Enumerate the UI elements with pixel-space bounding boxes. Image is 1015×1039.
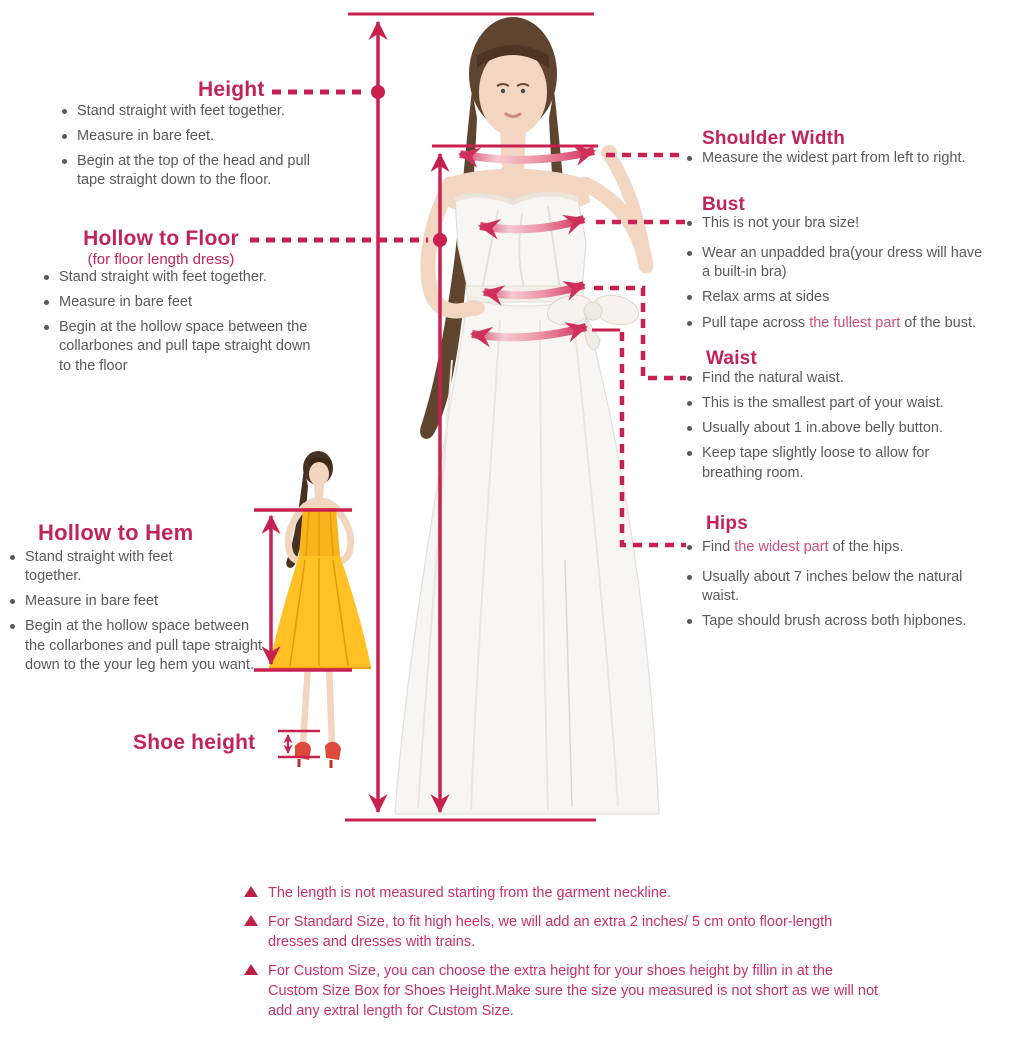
list-item: Measure in bare feet (10, 592, 272, 611)
highlight-text: the fullest part (809, 314, 901, 331)
list-item: Stand straight with feet together. (10, 548, 215, 586)
shoe-height-title: Shoe height (133, 731, 256, 754)
bullet-dot (10, 624, 15, 629)
bullet-dot (44, 325, 49, 330)
bullet-dot (687, 221, 692, 226)
bullet-dot (687, 619, 692, 624)
list-item: Measure in bare feet. (62, 127, 344, 146)
hips-bullets (687, 538, 1009, 638)
list-item: Measure the widest part from left to right. (687, 149, 1009, 168)
hips-title: Hips (706, 513, 748, 534)
list-item: Begin at the hollow space between the collarbones and pull tape straight down to the your leg hem you want. (10, 617, 266, 674)
bullet-dot (687, 156, 692, 161)
list-item: Find the natural waist. (687, 369, 1009, 388)
warning-triangle-icon (244, 915, 258, 926)
shoulder-width-bullets (687, 149, 1009, 174)
bullet-dot (44, 300, 49, 305)
bullet-dot (687, 376, 692, 381)
waist-title: Waist (706, 348, 757, 369)
list-item: This is not your bra size! (687, 214, 1009, 233)
hollow-to-hem-title: Hollow to Hem (38, 520, 194, 545)
shoulder-width-title: Shoulder Width (702, 128, 845, 149)
list-item: This is the smallest part of your waist. (687, 394, 1009, 413)
bullet-dot (44, 275, 49, 280)
highlight-text: the widest part (734, 539, 829, 555)
list-item: Usually about 7 inches below the natural waist. (687, 568, 1003, 606)
list-item: Usually about 1 in.above belly button. (687, 419, 1009, 438)
warning-triangle-icon (244, 964, 258, 975)
bullet-dot (687, 321, 692, 326)
hollow-to-floor-subtitle: (for floor length dress) (87, 251, 235, 268)
list-item: Wear an unpadded bra(your dress will have a built-in bra) (687, 244, 987, 282)
note-item: The length is not measured starting from the garment neckline. (244, 883, 894, 903)
list-item: Pull tape across the fullest part of the bust. (687, 314, 1009, 333)
model-knee-length-dress (269, 451, 371, 768)
list-item: Stand straight with feet together. (44, 268, 336, 287)
bust-title: Bust (702, 194, 746, 215)
red-heels (295, 742, 341, 768)
list-item: Find the widest part of the hips. (687, 538, 1009, 557)
waist-bullets (687, 369, 1009, 489)
note-item: For Standard Size, to fit high heels, we will add an extra 2 inches/ 5 cm onto floor-length dresses and dresses with trains. (244, 912, 872, 952)
bullet-dot (687, 401, 692, 406)
list-item: Stand straight with feet together. (62, 102, 344, 121)
hollow-to-hem-bullets (10, 548, 272, 681)
bullet-dot (10, 555, 15, 560)
hips-leader (622, 332, 686, 545)
list-item: Tape should brush across both hipbones. (687, 612, 1009, 631)
shoulder-tape-arrow (460, 151, 594, 160)
list-item: Begin at the top of the head and pull tape straight down to the floor. (62, 152, 324, 190)
list-item: Keep tape slightly loose to allow for breathing room. (687, 444, 977, 482)
height-bullets (62, 102, 344, 197)
bullet-dot (687, 295, 692, 300)
warning-triangle-icon (244, 886, 258, 897)
hollow-to-floor-header (40, 227, 282, 268)
bullet-dot (687, 251, 692, 256)
model-floor-length-dress (395, 17, 659, 814)
footnotes (244, 883, 894, 1021)
bullet-dot (687, 426, 692, 431)
hollow-to-floor-bullets (44, 268, 336, 382)
bullet-dot (62, 109, 67, 114)
list-item: Begin at the hollow space between the collarbones and pull tape straight down to the floor (44, 318, 312, 375)
note-item: For Custom Size, you can choose the extra height for your shoes height by fillin in at the Custom Size Box for Shoes Height.Make sure the size you measured is not short as we will not add any extral length for Custom Size. (244, 961, 884, 1021)
bullet-dot (687, 575, 692, 580)
bullet-dot (687, 545, 692, 550)
bullet-dot (62, 159, 67, 164)
bust-bullets (687, 214, 1009, 339)
list-item: Measure in bare feet (44, 293, 336, 312)
bullet-dot (62, 134, 67, 139)
hollow-to-floor-title: Hollow to Floor (83, 227, 239, 250)
height-title: Height (198, 78, 265, 101)
bullet-dot (687, 451, 692, 456)
list-item: Relax arms at sides (687, 288, 1009, 307)
bullet-dot (10, 599, 15, 604)
